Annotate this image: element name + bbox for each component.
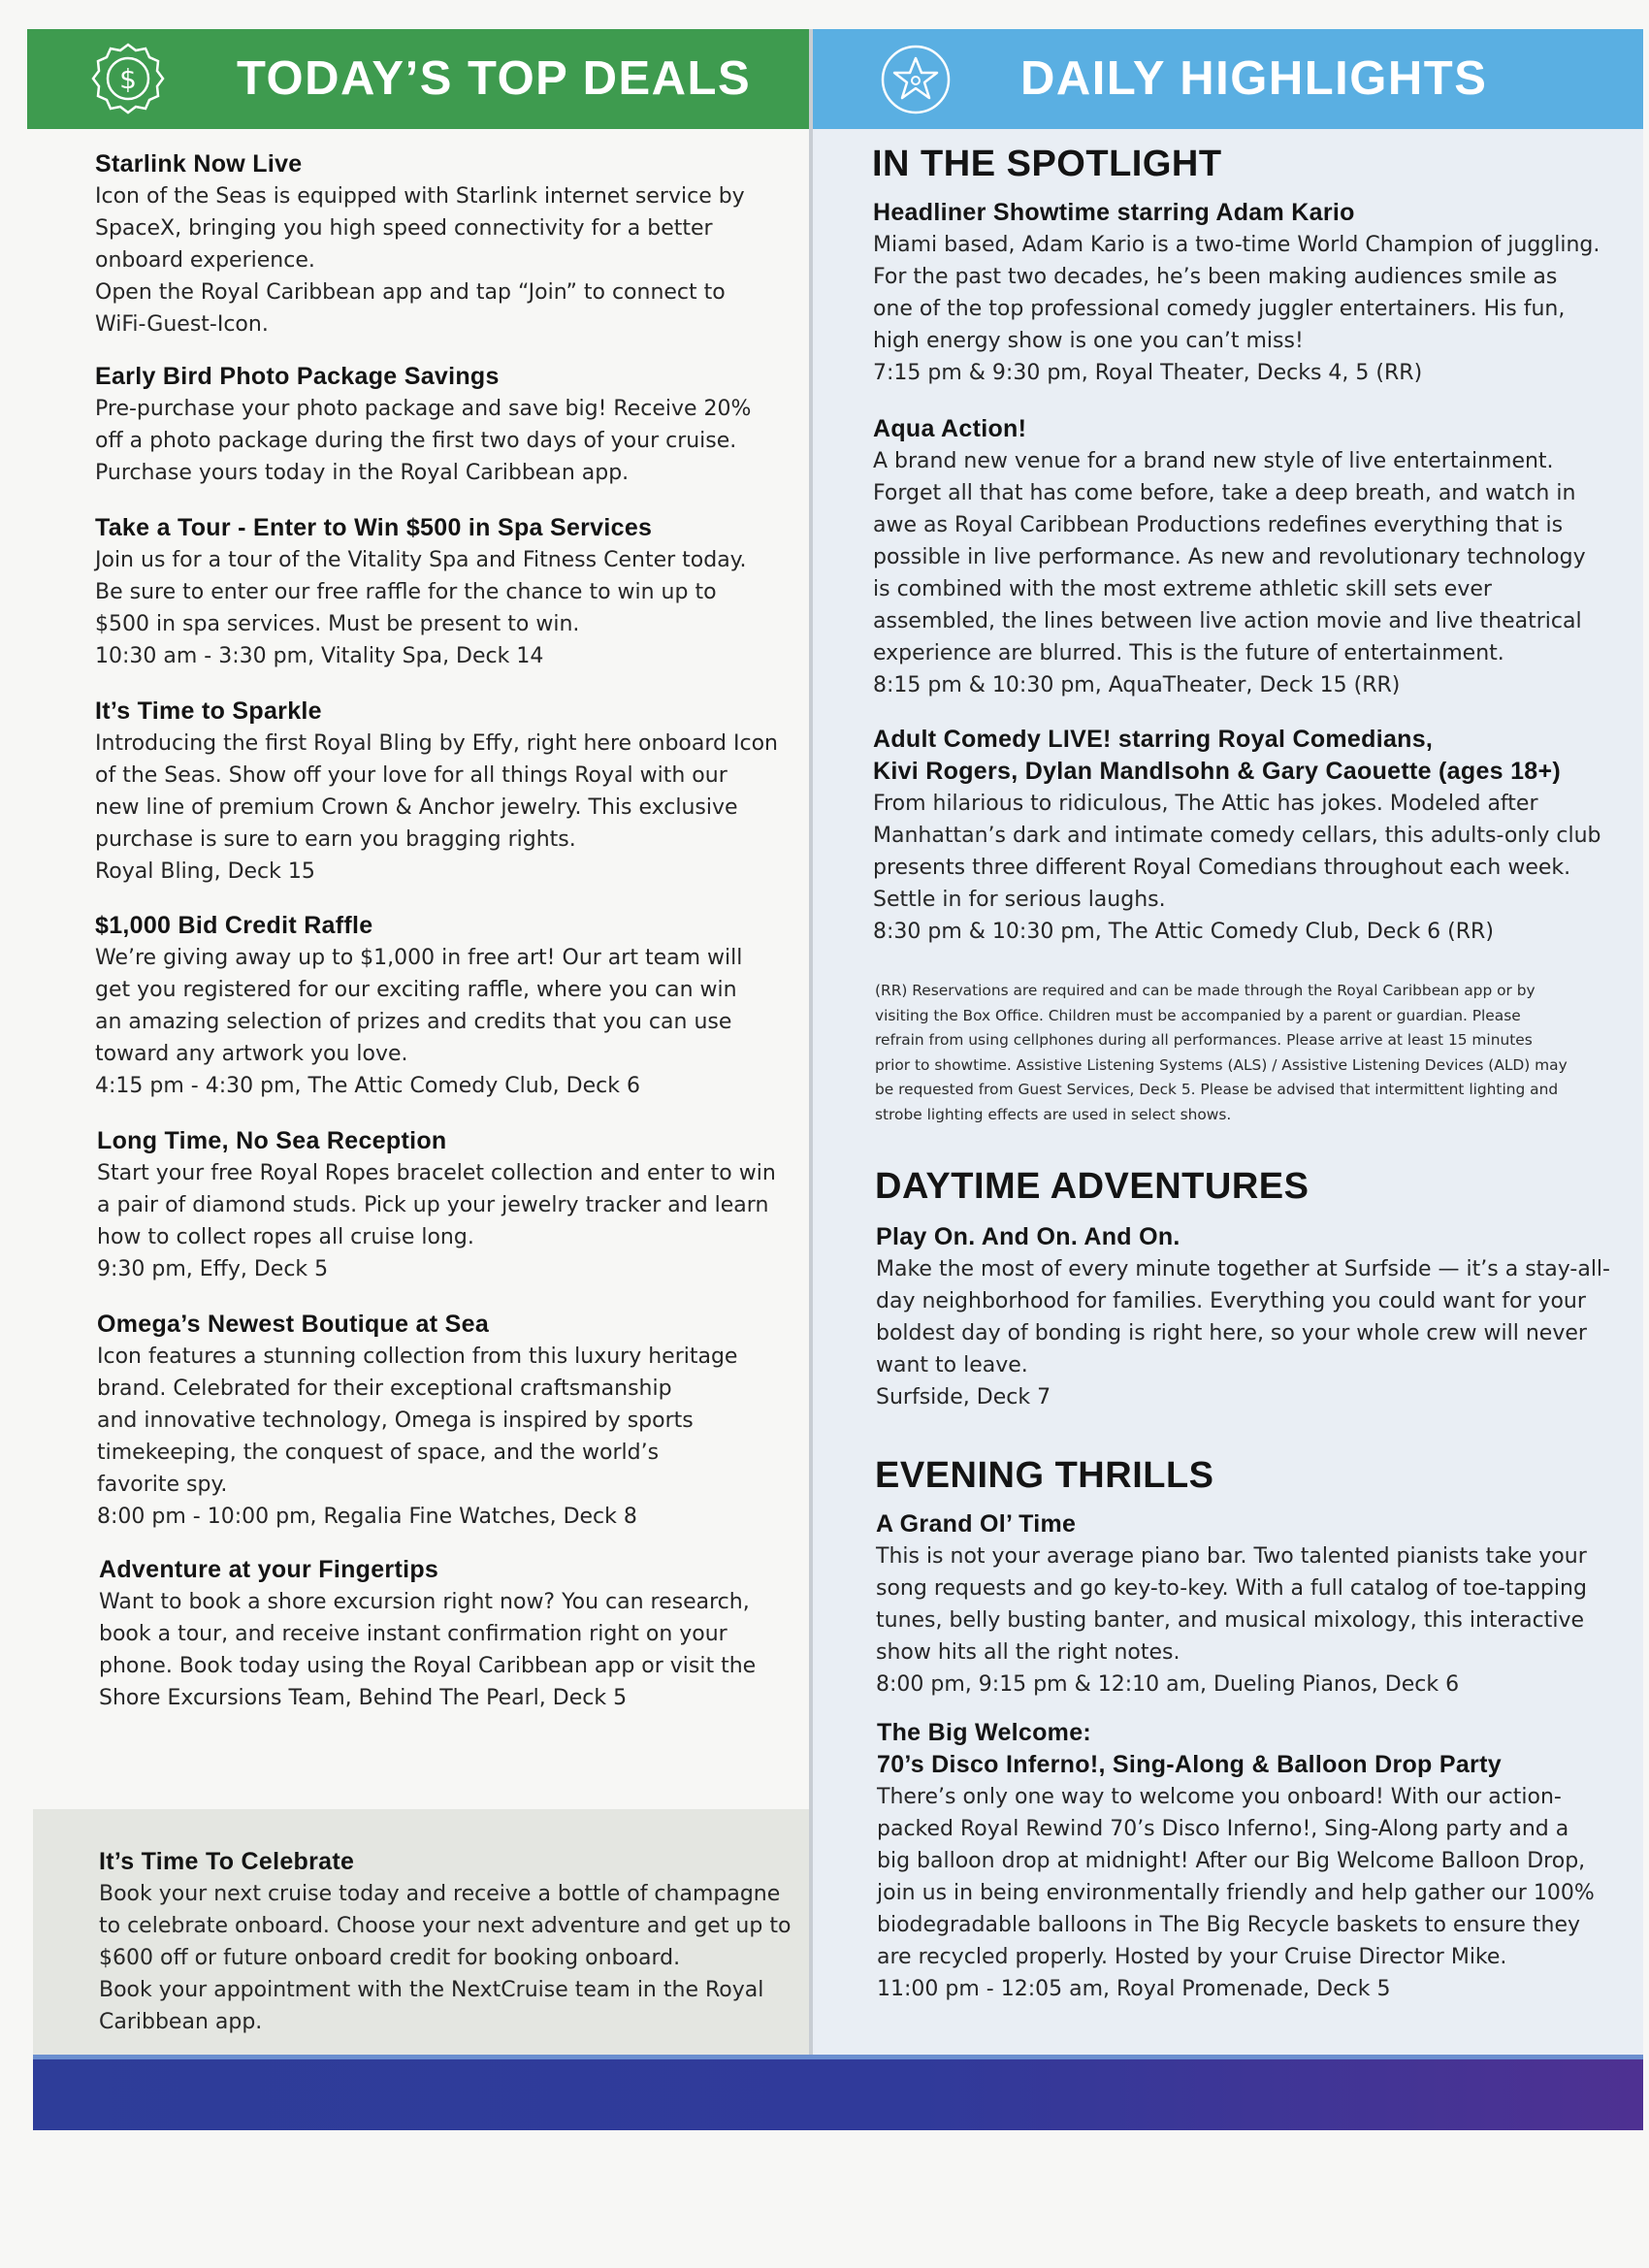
event-line: This is not your average piano bar. Two talented pianists take your	[876, 1544, 1587, 1569]
deal-line: 9:30 pm, Effy, Deck 5	[97, 1257, 329, 1281]
event-line: 7:15 pm & 9:30 pm, Royal Theater, Decks 4, 5 (RR)	[873, 361, 1423, 385]
deal-title: Take a Tour - Enter to Win $500 in Spa Services	[95, 514, 653, 541]
event-line: song requests and go key-to-key. With a full catalog of toe-tapping	[876, 1576, 1587, 1601]
daily-highlights-title: DAILY HIGHLIGHTS	[1020, 52, 1488, 105]
star-badge-icon	[879, 43, 953, 116]
event-line: is combined with the most extreme athletic skill sets ever	[873, 577, 1492, 601]
deal-line: favorite spy.	[97, 1473, 228, 1497]
deal-title: Long Time, No Sea Reception	[97, 1127, 447, 1154]
promo-title: It’s Time To Celebrate	[99, 1848, 355, 1875]
top-deals-title: TODAY’S TOP DEALS	[237, 52, 752, 105]
event-line: Settle in for serious laughs.	[873, 888, 1166, 912]
deal-line: Be sure to enter our free raffle for the chance to win up to	[95, 580, 717, 604]
event-line: are recycled properly. Hosted by your Cruise Director Mike.	[877, 1945, 1507, 1969]
deal-line: onboard experience.	[95, 248, 315, 273]
deal-line: 4:15 pm - 4:30 pm, The Attic Comedy Club, Deck 6	[95, 1074, 640, 1098]
deal-line: phone. Book today using the Royal Caribbean app or visit the	[99, 1654, 757, 1678]
event-line: For the past two decades, he’s been making audiences smile as	[873, 265, 1558, 289]
promo-celebrate	[99, 1846, 791, 2038]
event-line: packed Royal Rewind 70’s Disco Inferno!, Sing-Along party and a	[877, 1817, 1569, 1841]
event-line: 8:00 pm, 9:15 pm & 12:10 am, Dueling Pianos, Deck 6	[876, 1672, 1460, 1697]
footer-accent-line	[33, 2055, 1643, 2059]
daytime-surfside	[876, 1221, 1610, 1413]
event-line: one of the top professional comedy juggler entertainers. His fun,	[873, 297, 1566, 321]
event-line: 8:30 pm & 10:30 pm, The Attic Comedy Club, Deck 6 (RR)	[873, 920, 1494, 944]
spotlight-adult-comedy	[873, 724, 1600, 948]
deal-line: WiFi-Guest-Icon.	[95, 312, 269, 337]
event-line: possible in live performance. As new and revolutionary technology	[873, 545, 1586, 569]
promo-line: Caribbean app.	[99, 2010, 263, 2034]
deal-starlink	[95, 148, 745, 340]
promo-line: $600 off or future onboard credit for booking onboard.	[99, 1946, 681, 1970]
event-line: join us in being environmentally friendly and help gather our 100%	[877, 1881, 1595, 1905]
deal-line: $500 in spa services. Must be present to win.	[95, 612, 580, 636]
deal-line: book a tour, and receive instant confirmation right on your	[99, 1622, 728, 1646]
deal-line: off a photo package during the first two days of your cruise.	[95, 429, 737, 453]
deal-line: how to collect ropes all cruise long.	[97, 1225, 474, 1249]
note-line: refrain from using cellphones during all performances. Please arrive at least 15 minutes	[875, 1031, 1533, 1049]
event-line: assembled, the lines between live action movie and live theatrical	[873, 609, 1582, 633]
deal-line: Shore Excursions Team, Behind The Pearl, Deck 5	[99, 1686, 628, 1710]
deal-line: a pair of diamond studs. Pick up your jewelry tracker and learn	[97, 1193, 769, 1217]
deal-line: toward any artwork you love.	[95, 1042, 408, 1066]
promo-line: to celebrate onboard. Choose your next adventure and get up to	[99, 1914, 792, 1938]
daily-highlights-header	[813, 29, 1643, 129]
deal-title: Early Bird Photo Package Savings	[95, 363, 500, 390]
note-line: prior to showtime. Assistive Listening Systems (ALS) / Assistive Listening Devices (ALD) may	[875, 1055, 1568, 1074]
footer-bar	[33, 2055, 1643, 2130]
event-line: There’s only one way to welcome you onboard! With our action-	[877, 1785, 1562, 1809]
deal-omega	[97, 1309, 737, 1533]
deal-line: purchase is sure to earn you bragging rights.	[95, 827, 576, 852]
event-title: Kivi Rogers, Dylan Mandlsohn & Gary Caouette (ages 18+)	[873, 758, 1562, 785]
deal-line: Pre-purchase your photo package and save big! Receive 20%	[95, 397, 752, 421]
deal-line: Introducing the first Royal Bling by Effy, right here onboard Icon	[95, 731, 778, 756]
deal-line: SpaceX, bringing you high speed connectivity for a better	[95, 216, 713, 241]
deal-line: Start your free Royal Ropes bracelet collection and enter to win	[97, 1161, 776, 1185]
event-line: day neighborhood for families. Everything you could want for your	[876, 1289, 1586, 1313]
evening-big-welcome	[877, 1717, 1595, 2005]
spotlight-section-title: IN THE SPOTLIGHT	[872, 144, 1222, 184]
evening-dueling-pianos	[876, 1508, 1587, 1701]
event-line: high energy show is one you can’t miss!	[873, 329, 1304, 353]
deal-line: Purchase yours today in the Royal Caribbean app.	[95, 461, 630, 485]
dollar-badge-icon	[91, 43, 165, 116]
svg-text:$: $	[119, 63, 137, 95]
daytime-section-title: DAYTIME ADVENTURES	[875, 1166, 1310, 1207]
deal-line: Royal Bling, Deck 15	[95, 859, 315, 884]
note-line: (RR) Reservations are required and can be made through the Royal Caribbean app or by	[875, 982, 1536, 999]
evening-section-title: EVENING THRILLS	[875, 1455, 1214, 1496]
deal-shore-excursion	[99, 1554, 756, 1714]
spotlight-adam-kario	[873, 197, 1600, 389]
event-line: big balloon drop at midnight! After our Big Welcome Balloon Drop,	[877, 1849, 1586, 1873]
event-line: awe as Royal Caribbean Productions redefines everything that is	[873, 513, 1564, 537]
deal-line: Open the Royal Caribbean app and tap “Join” to connect to	[95, 280, 726, 305]
deal-line: of the Seas. Show off your love for all things Royal with our	[95, 763, 728, 788]
note-line: be requested from Guest Services, Deck 5. Please be advised that intermittent lighting and	[875, 1081, 1559, 1098]
spotlight-aqua-action	[873, 413, 1586, 701]
event-title: A Grand Ol’ Time	[876, 1510, 1077, 1538]
note-line: visiting the Box Office. Children must be accompanied by a parent or guardian. Please	[875, 1006, 1521, 1024]
promo-line: Book your next cruise today and receive a bottle of champagne	[99, 1882, 781, 1906]
deal-reception	[97, 1125, 776, 1285]
deal-line: 10:30 am - 3:30 pm, Vitality Spa, Deck 14	[95, 644, 544, 668]
promo-line: Book your appointment with the NextCruise team in the Royal	[99, 1978, 764, 2002]
event-line: Forget all that has come before, take a deep breath, and watch in	[873, 481, 1576, 505]
event-line: Make the most of every minute together at Surfside — it’s a stay-all-	[876, 1257, 1610, 1281]
event-line: A brand new venue for a brand new style of live entertainment.	[873, 449, 1554, 473]
event-title: The Big Welcome:	[877, 1719, 1092, 1746]
deal-line: timekeeping, the conquest of space, and the world’s	[97, 1441, 660, 1465]
deal-art-raffle	[95, 910, 742, 1102]
event-line: tunes, belly busting banter, and musical mixology, this interactive	[876, 1608, 1584, 1633]
deal-spa-tour	[95, 512, 747, 672]
event-line: Manhattan’s dark and intimate comedy cellars, this adults-only club	[873, 824, 1601, 848]
event-line: 11:00 pm - 12:05 am, Royal Promenade, Deck 5	[877, 1977, 1391, 2001]
event-line: Miami based, Adam Kario is a two-time World Champion of juggling.	[873, 233, 1600, 257]
reservation-note	[875, 979, 1622, 1127]
deal-line: Want to book a shore excursion right now? You can research,	[99, 1590, 750, 1614]
event-line: want to leave.	[876, 1353, 1028, 1377]
note-line: strobe lighting effects are used in select shows.	[875, 1105, 1232, 1123]
event-title: Adult Comedy LIVE! starring Royal Comedians,	[873, 726, 1434, 753]
event-line: experience are blurred. This is the future of entertainment.	[873, 641, 1504, 665]
deal-title: $1,000 Bid Credit Raffle	[95, 912, 373, 939]
deal-photo-package	[95, 361, 751, 489]
event-line: From hilarious to ridiculous, The Attic has jokes. Modeled after	[873, 792, 1538, 816]
deal-line: new line of premium Crown & Anchor jewelry. This exclusive	[95, 795, 738, 820]
deal-title: Starlink Now Live	[95, 150, 303, 178]
deal-sparkle	[95, 696, 778, 888]
top-deals-header	[27, 29, 809, 129]
deal-line: Icon of the Seas is equipped with Starlink internet service by	[95, 184, 745, 209]
deal-line: and innovative technology, Omega is inspired by sports	[97, 1409, 694, 1433]
deal-line: brand. Celebrated for their exceptional craftsmanship	[97, 1377, 672, 1401]
event-line: 8:15 pm & 10:30 pm, AquaTheater, Deck 15 (RR)	[873, 673, 1401, 697]
deal-line: an amazing selection of prizes and credits that you can use	[95, 1010, 732, 1034]
deal-title: Omega’s Newest Boutique at Sea	[97, 1311, 490, 1338]
event-title: Aqua Action!	[873, 415, 1027, 442]
deal-line: We’re giving away up to $1,000 in free art! Our art team will	[95, 946, 743, 970]
deal-line: 8:00 pm - 10:00 pm, Regalia Fine Watches, Deck 8	[97, 1505, 637, 1529]
deal-line: Icon features a stunning collection from this luxury heritage	[97, 1345, 738, 1369]
deal-line: get you registered for our exciting raffle, where you can win	[95, 978, 737, 1002]
event-line: biodegradable balloons in The Big Recycle baskets to ensure they	[877, 1913, 1581, 1937]
event-line: Surfside, Deck 7	[876, 1385, 1051, 1409]
deal-title: It’s Time to Sparkle	[95, 697, 322, 725]
column-divider	[809, 29, 813, 2130]
event-title: Headliner Showtime starring Adam Kario	[873, 199, 1355, 226]
deal-line: Join us for a tour of the Vitality Spa and Fitness Center today.	[95, 548, 747, 572]
event-line: boldest day of bonding is right here, so your whole crew will never	[876, 1321, 1587, 1345]
event-line: show hits all the right notes.	[876, 1640, 1180, 1665]
event-title: 70’s Disco Inferno!, Sing-Along & Balloon Drop Party	[877, 1751, 1502, 1778]
event-title: Play On. And On. And On.	[876, 1223, 1180, 1250]
event-line: presents three different Royal Comedians throughout each week.	[873, 856, 1571, 880]
deal-title: Adventure at your Fingertips	[99, 1556, 439, 1583]
